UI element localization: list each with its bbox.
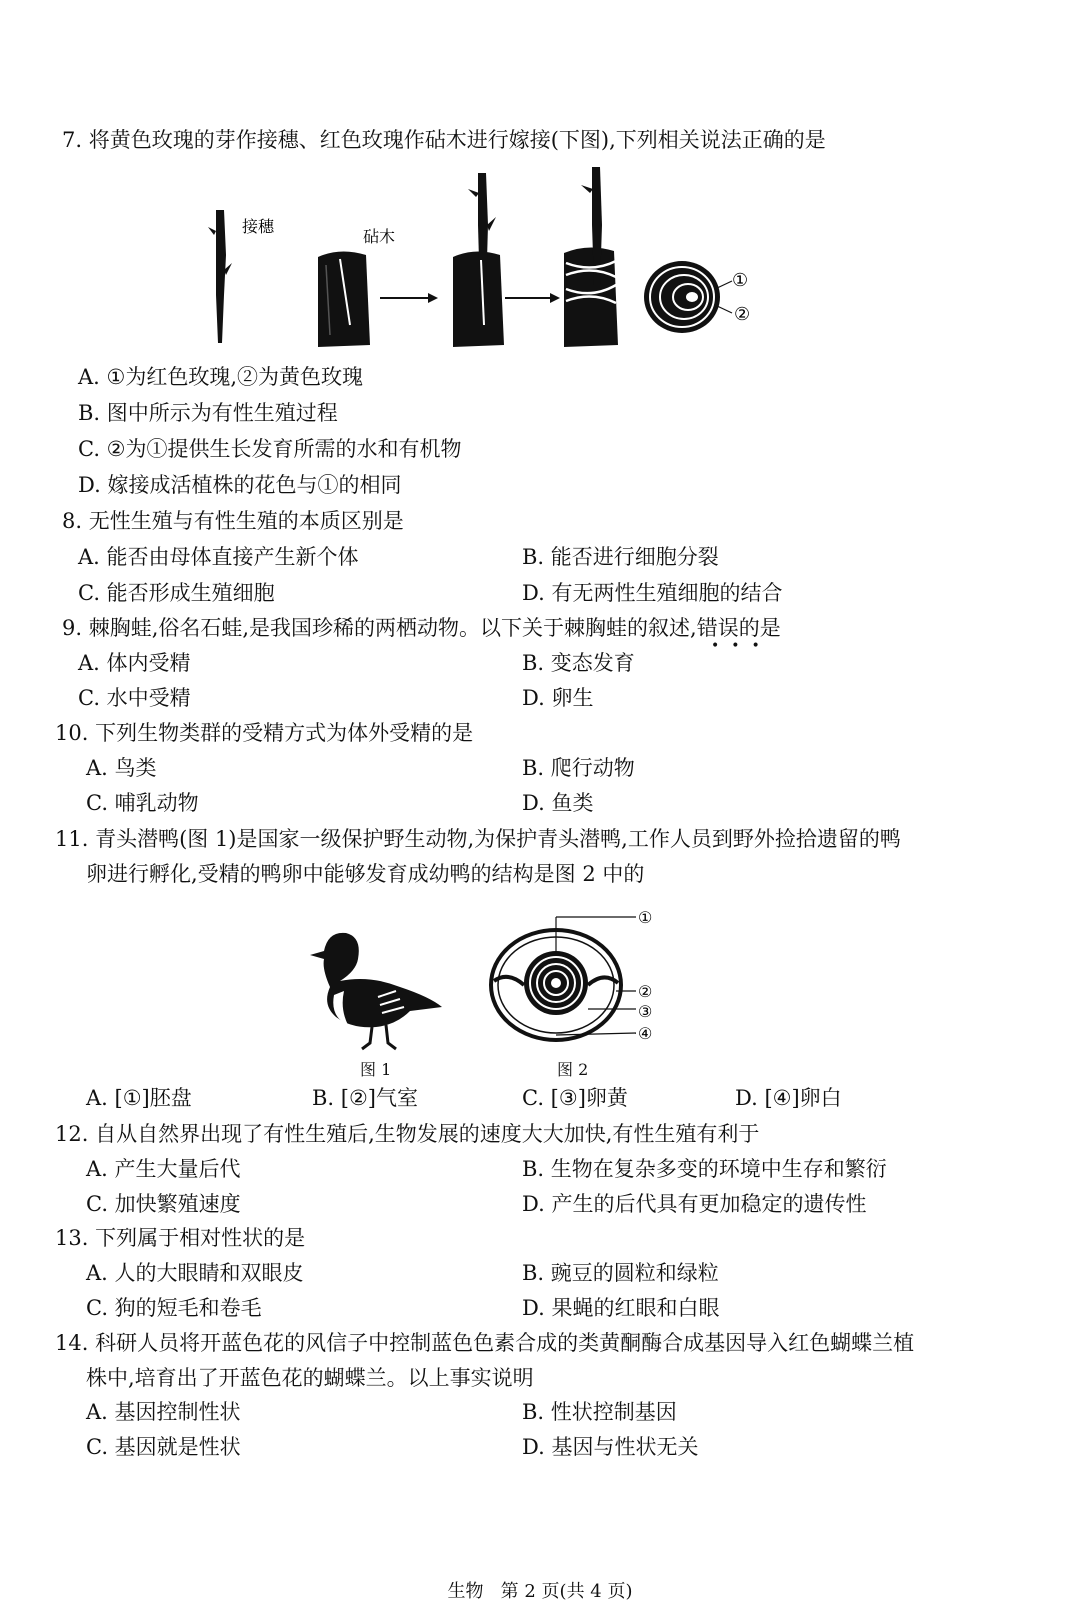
q12-stem: 12. 自从自然界出现了有性生殖后,生物发展的速度大大加快,有性生殖有利于	[55, 1122, 760, 1146]
bound-graft-illustration	[564, 167, 618, 347]
inserted-illustration	[453, 173, 504, 347]
q9-stem: 9. 棘胸蛙,俗名石蛙,是我国珍稀的两栖动物。以下关于棘胸蛙的叙述,错误的是	[62, 616, 781, 640]
q13-option-b: B. 豌豆的圆粒和绿粒	[522, 1261, 719, 1285]
grafting-figure	[200, 165, 780, 355]
callout-2: ②	[734, 304, 751, 325]
q13-option-d: D. 果蝇的红眼和白眼	[522, 1296, 720, 1320]
q14-option-b: B. 性状控制基因	[522, 1400, 677, 1424]
q11-option-d: D. [④]卵白	[735, 1086, 842, 1110]
q12-option-c: C. 加快繁殖速度	[86, 1192, 241, 1216]
arrow-2-icon	[505, 293, 560, 303]
page-footer: 生物 第 2 页(共 4 页)	[447, 1581, 633, 1602]
q12-option-b: B. 生物在复杂多变的环境中生存和繁衍	[522, 1157, 887, 1181]
egg-callout-4: ④	[638, 1024, 653, 1043]
egg-figure	[486, 905, 666, 1055]
fig2-caption: 图 2	[557, 1060, 589, 1079]
arrow-1-icon	[380, 293, 438, 303]
q8-option-d: D. 有无两性生殖细胞的结合	[522, 581, 783, 605]
q7-stem: 7. 将黄色玫瑰的芽作接穗、红色玫瑰作砧木进行嫁接(下图),下列相关说法正确的是	[62, 128, 826, 152]
scion-label: 接穗	[242, 217, 275, 236]
q13-stem: 13. 下列属于相对性状的是	[55, 1226, 306, 1250]
q7-option-b: B. 图中所示为有性生殖过程	[78, 401, 338, 425]
egg-callout-3: ③	[638, 1002, 653, 1021]
q13-option-c: C. 狗的短毛和卷毛	[86, 1296, 262, 1320]
emphasis-dots: •••	[711, 638, 772, 654]
q10-option-c: C. 哺乳动物	[86, 791, 199, 815]
stock-illustration	[318, 251, 370, 347]
egg-callout-1: ①	[638, 908, 653, 927]
q14-option-c: C. 基因就是性状	[86, 1435, 241, 1459]
q7-option-d: D. 嫁接成活植株的花色与①的相同	[78, 473, 402, 497]
q11-stem-line2: 卵进行孵化,受精的鸭卵中能够发育成幼鸭的结构是图 2 中的	[86, 862, 645, 886]
q11-option-c: C. [③]卵黄	[522, 1086, 628, 1110]
fig1-caption: 图 1	[360, 1060, 392, 1079]
scion-illustration	[208, 210, 232, 343]
q10-option-d: D. 鱼类	[522, 791, 594, 815]
q10-option-b: B. 爬行动物	[522, 756, 635, 780]
q11-option-b: B. [②]气室	[312, 1086, 418, 1110]
egg-callout-2: ②	[638, 982, 653, 1001]
duck-figure	[300, 925, 450, 1055]
q14-stem-line2: 株中,培育出了开蓝色花的蝴蝶兰。以上事实说明	[86, 1366, 534, 1390]
q12-option-d: D. 产生的后代具有更加稳定的遗传性	[522, 1192, 867, 1216]
callout-1: ①	[732, 270, 749, 291]
q7-option-c: C. ②为①提供生长发育所需的水和有机物	[78, 437, 462, 461]
q8-option-b: B. 能否进行细胞分裂	[522, 545, 719, 569]
q9-option-a: A. 体内受精	[78, 651, 191, 675]
q9-option-d: D. 卵生	[522, 686, 594, 710]
q9-option-b: B. 变态发育	[522, 651, 635, 675]
q8-option-a: A. 能否由母体直接产生新个体	[78, 545, 359, 569]
q8-stem: 8. 无性生殖与有性生殖的本质区别是	[62, 509, 404, 533]
q8-option-c: C. 能否形成生殖细胞	[78, 581, 275, 605]
stock-label: 砧木	[363, 227, 396, 246]
q9-option-c: C. 水中受精	[78, 686, 191, 710]
q14-stem-line1: 14. 科研人员将开蓝色花的风信子中控制蓝色色素合成的类黄酮酶合成基因导入红色蝴蝶兰植	[55, 1331, 915, 1355]
cross-section-illustration	[644, 261, 732, 333]
q14-option-a: A. 基因控制性状	[86, 1400, 241, 1424]
q11-stem-line1: 11. 青头潜鸭(图 1)是国家一级保护野生动物,为保护青头潜鸭,工作人员到野外捡拾遗留的鸭	[55, 827, 901, 851]
q7-option-a: A. ①为红色玫瑰,②为黄色玫瑰	[78, 365, 364, 389]
q14-option-d: D. 基因与性状无关	[522, 1435, 699, 1459]
q10-stem: 10. 下列生物类群的受精方式为体外受精的是	[55, 721, 474, 745]
q10-option-a: A. 鸟类	[86, 756, 157, 780]
q11-option-a: A. [①]胚盘	[86, 1086, 192, 1110]
q12-option-a: A. 产生大量后代	[86, 1157, 241, 1181]
q13-option-a: A. 人的大眼睛和双眼皮	[86, 1261, 304, 1285]
